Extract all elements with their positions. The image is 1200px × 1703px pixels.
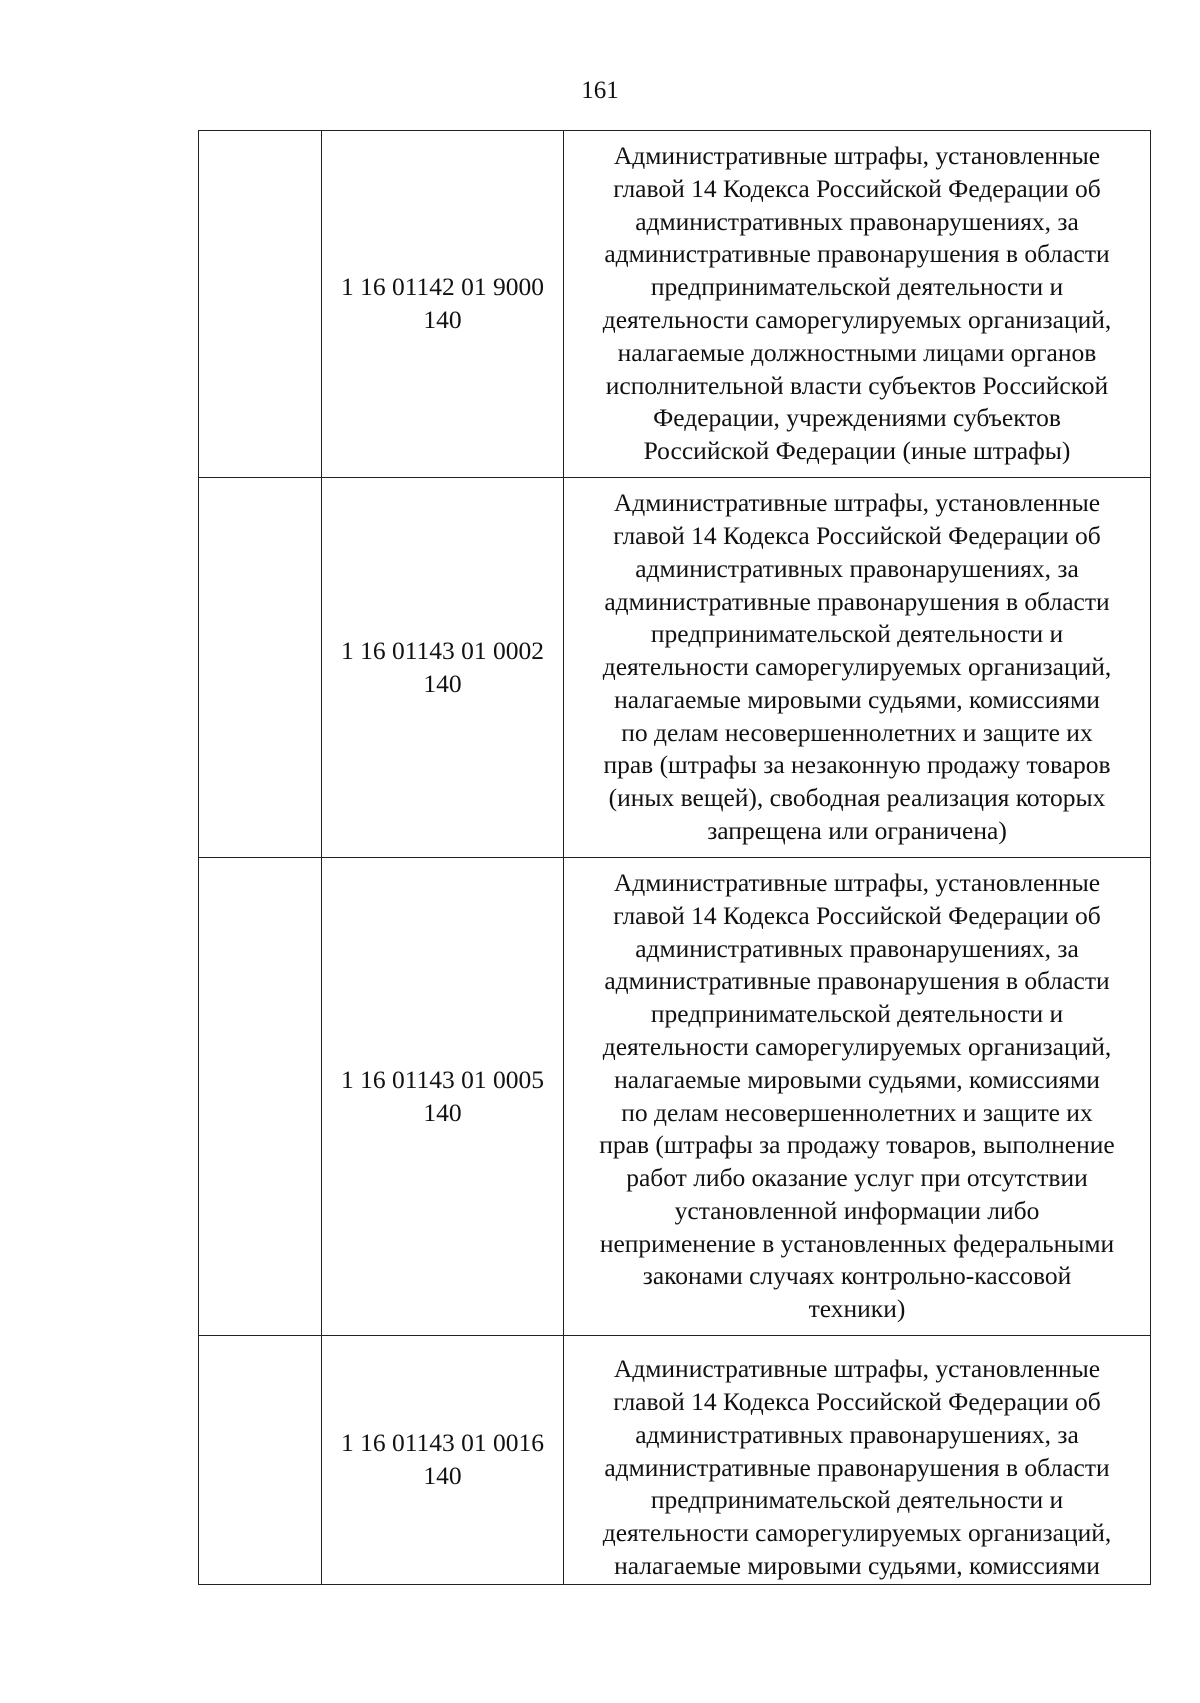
description-line: деятельности саморегулируемых организаций, [602,1031,1112,1061]
classification-code: 1 16 01143 01 0005 [340,1064,545,1094]
description-line: предпринимательской деятельности и [650,272,1064,302]
description-cell [564,858,1151,1336]
description-line: административные правонарушения в области [604,1452,1110,1482]
classification-code-cell [322,858,564,1336]
description-line: главой 14 Кодекса Российской Федерации об [613,173,1101,203]
table-row [199,858,1151,1336]
description-cell [564,1336,1151,1585]
description-line: Административные штрафы, установленные [613,867,1101,897]
description-cell [564,131,1151,478]
description-line: административные правонарушения в области [604,239,1110,269]
description-line: установленной информации либо [674,1195,1040,1225]
classification-code-suffix: 140 [423,1461,462,1490]
classification-code: 1 16 01142 01 9000 [340,272,545,302]
description-line: Российской Федерации (иные штрафы) [643,436,1071,466]
description-line: предпринимательской деятельности и [650,999,1064,1029]
description-line: работ либо оказание услуг при отсутствии [626,1163,1088,1193]
classification-code-suffix: 140 [423,305,462,334]
description-line: Административные штрафы, установленные [613,488,1101,518]
row-index-cell [199,1336,322,1585]
table-row [199,1336,1151,1585]
description-line: исполнительной власти субъектов Российской [605,370,1109,400]
description-line: прав (штрафы за незаконную продажу товаров [603,750,1111,780]
table-row [199,131,1151,478]
classification-code: 1 16 01143 01 0016 [340,1428,545,1458]
description-line: административных правонарушениях, за [635,206,1079,236]
description-line: (иных вещей), свободная реализация которых [608,783,1106,813]
description-line: Федерации, учреждениями субъектов [653,403,1061,433]
budget-classification-table [198,130,1151,1585]
description-line: Административные штрафы, установленные [613,1354,1101,1384]
description-line: административных правонарушениях, за [635,1419,1079,1449]
description-line: деятельности саморегулируемых организаций, [602,652,1112,682]
row-index-cell [199,478,322,858]
description-line: деятельности саморегулируемых организаций, [602,1518,1112,1548]
classification-code-cell [322,478,564,858]
description-line: административные правонарушения в области [604,586,1110,616]
description-line: законами случаях контрольно-кассовой [642,1261,1072,1291]
table-body [199,131,1151,1585]
description-line: по делам несовершеннолетних и защите их [621,1097,1093,1127]
table-row [199,478,1151,858]
classification-code: 1 16 01143 01 0002 [340,635,545,665]
description-line: по делам несовершеннолетних и защите их [621,717,1093,747]
description-line: прав (штрафы за продажу товаров, выполнение [599,1130,1115,1160]
description-line: налагаемые должностными лицами органов [617,337,1097,367]
description-line: налагаемые мировыми судьями, комиссиями [614,1550,1100,1580]
page-number: 161 [581,77,619,104]
classification-code-suffix: 140 [423,1097,462,1127]
row-index-cell [199,858,322,1336]
classification-code-cell [322,131,564,478]
description-line: главой 14 Кодекса Российской Федерации об [613,520,1101,550]
description-line: неприменение в установленных федеральными [599,1228,1115,1258]
description-line: техники) [808,1294,906,1324]
description-line: предпринимательской деятельности и [650,1485,1064,1515]
classification-code-cell [322,1336,564,1585]
description-cell [564,478,1151,858]
description-line: запрещена или ограничена) [707,816,1007,846]
row-index-cell [199,131,322,478]
description-line: административных правонарушениях, за [635,553,1079,583]
description-line: налагаемые мировыми судьями, комиссиями [614,1064,1100,1094]
description-line: налагаемые мировыми судьями, комиссиями [614,684,1100,714]
description-line: административных правонарушениях, за [635,933,1079,963]
description-line: предпринимательской деятельности и [650,619,1064,649]
description-line: главой 14 Кодекса Российской Федерации об [613,1387,1101,1416]
description-line: деятельности саморегулируемых организаций, [602,305,1112,334]
classification-code-suffix: 140 [423,668,462,698]
description-line: административные правонарушения в области [604,966,1110,996]
description-line: главой 14 Кодекса Российской Федерации об [613,900,1101,930]
description-line: Административные штрафы, установленные [613,141,1101,171]
